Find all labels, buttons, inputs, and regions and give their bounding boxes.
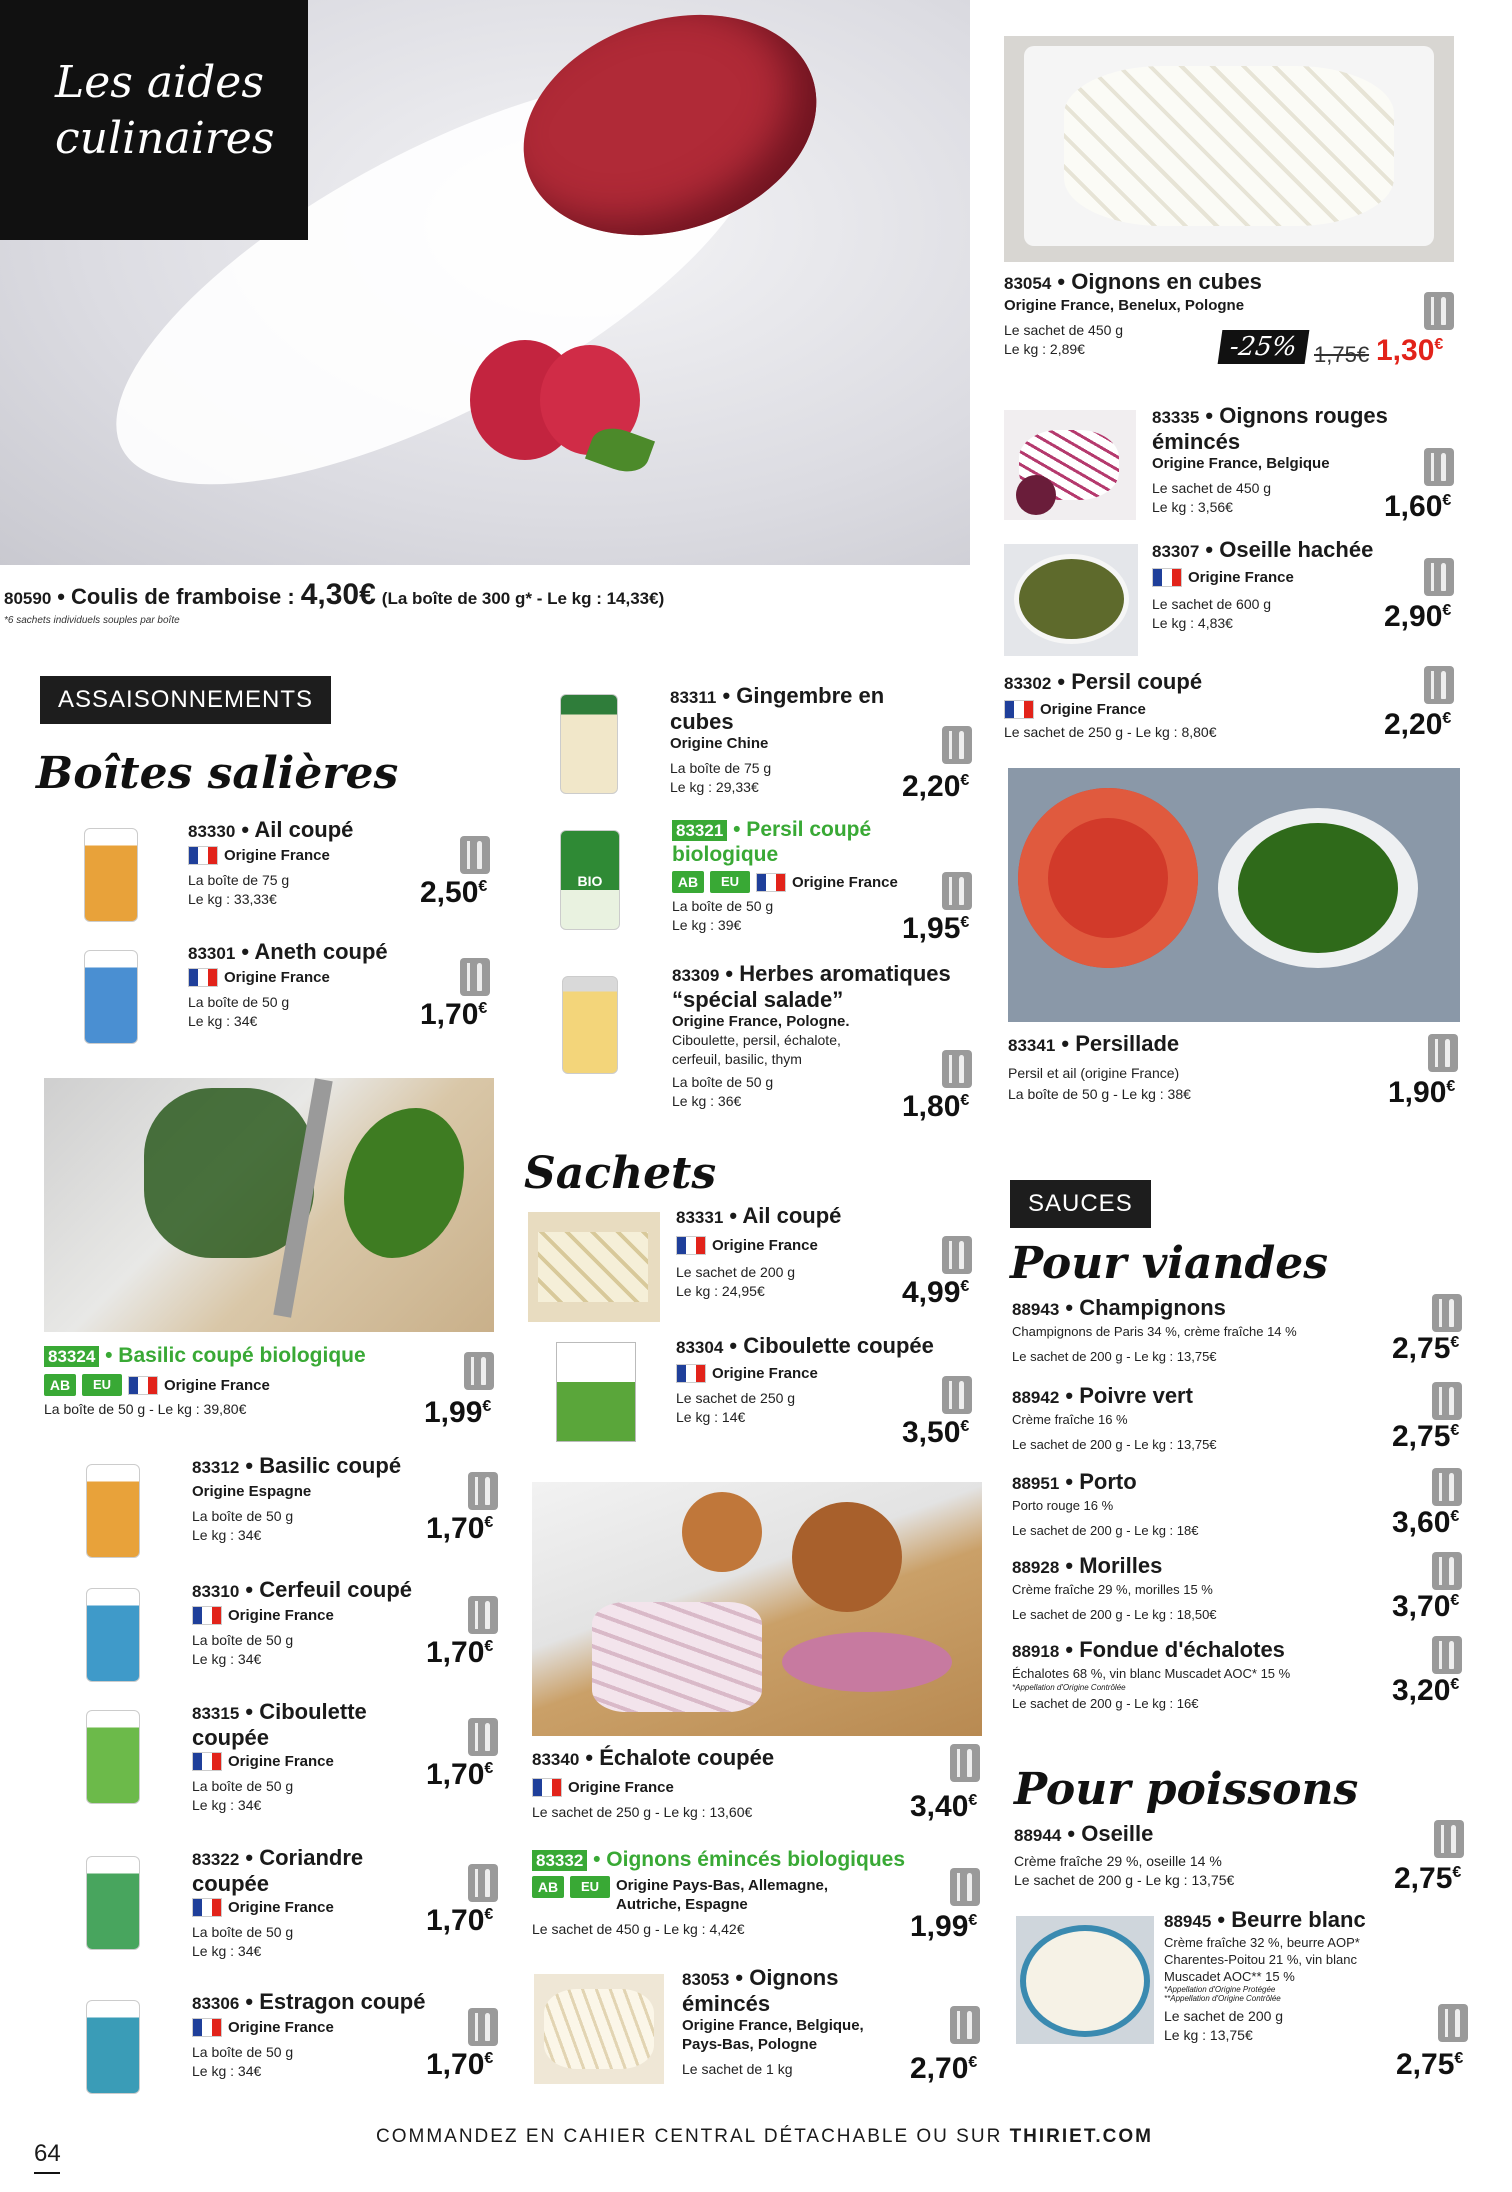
product-83312: 83312 • Basilic coupé Origine Espagne La boîte de 50 g Le kg : 34€ [192, 1454, 432, 1545]
price-83341: 1,90€ [1388, 1076, 1456, 1109]
product-name: Poivre vert [1079, 1383, 1193, 1408]
product-83330: 83330 • Ail coupé Origine France La boîte de 75 g Le kg : 33,33€ [188, 818, 428, 909]
product-detail-1: Le sachet de 450 g [1152, 480, 1272, 496]
onion-photo [534, 1974, 664, 2084]
product-name: Persillade [1075, 1031, 1180, 1056]
product-origin: Origine France [224, 847, 330, 864]
product-detail-1: Le sachet de 1 kg [682, 2061, 793, 2077]
cutlery-icon [1424, 448, 1454, 486]
coulis-line: 80590 • Coulis de framboise : 4,30€ (La boîte de 300 g* - Le kg : 14,33€) [4, 578, 665, 611]
product-origin: Origine France [224, 969, 330, 986]
product-88945: 88945 • Beurre blanc Crème fraîche 32 %, beurre AOP* Charentes-Poitou 21 %, vin blanc Muscadet AOC** 15 % *Appellation d'Origine Protégée **Appellation d'Origine Contrôlée Le sachet de 200 g Le kg : 13,75€ [1164, 1908, 1414, 2045]
product-code: 83301 [188, 944, 236, 963]
product-83340: 83340 • Échalote coupée Origine France Le sachet de 250 g - Le kg : 13,60€ [532, 1746, 952, 1822]
product-origin: Origine France [712, 1237, 818, 1254]
cutlery-icon [1432, 1636, 1462, 1674]
product-code: 83322 [192, 1850, 240, 1869]
product-detail-2: Le kg : 24,95€ [676, 1283, 765, 1299]
product-code: 83335 [1152, 408, 1200, 427]
footer-text: COMMANDEZ EN CAHIER CENTRAL DÉTACHABLE OU SUR THIRIET.COM [376, 2126, 1153, 2147]
product-note: *Appellation d'Origine Contrôlée [1012, 1683, 1126, 1692]
product-detail-1: Le sachet de 200 g - Le kg : 18,50€ [1012, 1607, 1217, 1622]
product-detail-1: Le sachet de 250 g [676, 1390, 796, 1406]
product-composition: Crème fraîche 29 %, morilles 15 % [1012, 1582, 1213, 1597]
product-name: Aneth coupé [254, 939, 388, 964]
product-name: Fondue d'échalotes [1079, 1637, 1285, 1662]
product-name: Morilles [1079, 1553, 1163, 1578]
product-origin: Origine France, Pologne. [672, 1013, 850, 1030]
price-83321: 1,95€ [902, 912, 970, 945]
product-detail-2: Le kg : 4,83€ [1152, 615, 1233, 631]
product-box-83306 [86, 2000, 140, 2094]
cutlery-icon [942, 1236, 972, 1274]
product-detail-1: La boîte de 50 g [192, 1632, 294, 1648]
price-83304: 3,50€ [902, 1416, 970, 1449]
coulis-name: Coulis de framboise : [70, 584, 295, 609]
product-name: Oignons en cubes [1071, 269, 1262, 294]
product-detail-1: La boîte de 50 g [192, 1508, 294, 1524]
product-name: Coriandre coupée [192, 1845, 364, 1896]
product-detail-1: La boîte de 50 g - Le kg : 38€ [1008, 1086, 1191, 1102]
france-flag-icon [192, 2018, 222, 2037]
product-name: • Persil coupé biologique [672, 818, 872, 866]
product-name: Oignons émincés [682, 1965, 839, 2016]
product-detail-1: Le sachet de 250 g - Le kg : 8,80€ [1004, 724, 1217, 740]
product-detail-2: Le kg : 34€ [192, 1651, 262, 1667]
product-name: Basilic coupé [259, 1453, 402, 1478]
product-83311: 83311 • Gingembre en cubes Origine Chine La boîte de 75 g Le kg : 29,33€ [670, 684, 950, 797]
product-detail-2: Le kg : 3,56€ [1152, 499, 1233, 515]
product-83309: 83309 • Herbes aromatiques “spécial salade” Origine France, Pologne. Ciboulette, persil, échalote, cerfeuil, basilic, thym La boîte de 50 g Le kg : 36€ [672, 962, 982, 1111]
heading-poissons: Pour poissons [1014, 1764, 1359, 1815]
product-detail-1: Le sachet de 200 g [676, 1264, 796, 1280]
product-origin: Origine Pays-Bas, Allemagne, Autriche, Espagne [616, 1877, 829, 1913]
price-83340: 3,40€ [910, 1790, 978, 1823]
product-name: Beurre blanc [1231, 1907, 1366, 1932]
price-88945: 2,75€ [1396, 2048, 1464, 2081]
cutlery-icon [942, 1050, 972, 1088]
cutlery-icon [1432, 1552, 1462, 1590]
product-code: 88951 [1012, 1474, 1060, 1493]
product-83302: 83302 • Persil coupé Origine France Le sachet de 250 g - Le kg : 8,80€ [1004, 670, 1384, 742]
product-composition: Persil et ail (origine France) [1008, 1065, 1180, 1081]
price-83054: 1,30€ [1376, 334, 1444, 367]
product-detail-1: Le sachet de 200 g - Le kg : 13,75€ [1014, 1872, 1235, 1888]
cutlery-icon [464, 1352, 494, 1390]
product-detail-1: La boîte de 50 g [672, 898, 774, 914]
cutlery-icon [1432, 1468, 1462, 1506]
ab-logo-icon: AB [44, 1374, 76, 1396]
eu-bio-leaf-icon: EU [570, 1876, 610, 1898]
product-name: Estragon coupé [259, 1989, 426, 2014]
price-83306: 1,70€ [426, 2048, 494, 2081]
product-box-83309 [562, 976, 618, 1074]
product-code: 83309 [672, 966, 720, 985]
cutlery-icon [1438, 2004, 1468, 2042]
product-88918: 88918 • Fondue d'échalotes Échalotes 68 %, vin blanc Muscadet AOC* 15 % *Appellation d'Origine Contrôlée Le sachet de 200 g - Le kg : 16€ [1012, 1638, 1392, 1713]
price-83310: 1,70€ [426, 1636, 494, 1669]
product-name: Ciboulette coupée [743, 1333, 934, 1358]
cutlery-icon [460, 836, 490, 874]
price-83302: 2,20€ [1384, 708, 1452, 741]
product-code: 83053 [682, 1970, 730, 1989]
cutlery-icon [1424, 666, 1454, 704]
product-name: Oseille [1081, 1821, 1154, 1846]
heading-sachets: Sachets [524, 1148, 717, 1199]
basil-photo [44, 1078, 494, 1332]
france-flag-icon [188, 846, 218, 865]
cutlery-icon [468, 1864, 498, 1902]
product-detail: La boîte de 50 g - Le kg : 39,80€ [44, 1401, 247, 1417]
cutlery-icon [468, 1718, 498, 1756]
product-code: 83324 [44, 1346, 99, 1367]
price-83315: 1,70€ [426, 1758, 494, 1791]
price-83335: 1,60€ [1384, 490, 1452, 523]
product-name: Ciboulette coupée [192, 1699, 367, 1750]
product-code: 83315 [192, 1704, 240, 1723]
product-detail-2: Le kg : 2,89€ [1004, 341, 1085, 357]
product-88944: 88944 • Oseille Crème fraîche 29 %, oseille 14 % Le sachet de 200 g - Le kg : 13,75€ [1014, 1822, 1394, 1890]
product-name: Ail coupé [742, 1203, 842, 1228]
product-88928: 88928 • Morilles Crème fraîche 29 %, morilles 15 % Le sachet de 200 g - Le kg : 18,50€ [1012, 1554, 1392, 1624]
price-88942: 2,75€ [1392, 1420, 1460, 1453]
page-number: 64 [34, 2140, 61, 2167]
coulis-price: 4,30€ [300, 578, 376, 611]
price-83311: 2,20€ [902, 770, 970, 803]
product-origin: Origine Espagne [192, 1483, 312, 1500]
product-83054: 83054 • Oignons en cubes Origine France, Benelux, Pologne Le sachet de 450 g Le kg : 2,89€ [1004, 270, 1304, 359]
product-detail-1: Le sachet de 250 g - Le kg : 13,60€ [532, 1804, 753, 1820]
product-code: 83054 [1004, 274, 1052, 293]
product-origin: Origine France [712, 1365, 818, 1382]
france-flag-icon [1152, 568, 1182, 587]
product-origin: Origine France [1188, 569, 1294, 586]
cutlery-icon [1428, 1034, 1458, 1072]
price-88944: 2,75€ [1394, 1862, 1462, 1895]
product-code: 83341 [1008, 1036, 1056, 1055]
section-sauces: SAUCES [1010, 1180, 1151, 1228]
discount-badge: -25% [1218, 330, 1309, 364]
cutlery-icon [1432, 1294, 1462, 1332]
product-83335: 83335 • Oignons rouges émincés Origine France, Belgique Le sachet de 450 g Le kg : 3,56€ [1152, 404, 1412, 517]
cutlery-icon [468, 1596, 498, 1634]
product-83307: 83307 • Oseille hachée Origine France Le sachet de 600 g Le kg : 4,83€ [1152, 538, 1412, 633]
cutlery-icon [950, 2006, 980, 2044]
product-detail-1: Le sachet de 200 g - Le kg : 13,75€ [1012, 1349, 1217, 1364]
product-code: 88943 [1012, 1300, 1060, 1319]
product-detail-2: Le kg : 34€ [192, 1943, 262, 1959]
product-83306: 83306 • Estragon coupé Origine France La boîte de 50 g Le kg : 34€ [192, 1990, 432, 2081]
coulis-note: *6 sachets individuels souples par boîte [4, 615, 180, 626]
product-detail-2: Le kg : 29,33€ [670, 779, 759, 795]
product-code: 83307 [1152, 542, 1200, 561]
eu-bio-leaf-icon: EU [710, 871, 750, 893]
product-88943: 88943 • Champignons Champignons de Paris 34 %, crème fraîche 14 % Le sachet de 200 g - Le kg : 13,75€ [1012, 1296, 1392, 1366]
product-detail-1: La boîte de 75 g [188, 872, 290, 888]
product-composition: Champignons de Paris 34 %, crème fraîche 14 % [1012, 1324, 1297, 1339]
product-code: 83302 [1004, 674, 1052, 693]
price-83332: 1,99€ [910, 1910, 978, 1943]
product-composition: Crème fraîche 32 %, beurre AOP* Charentes-Poitou 21 %, vin blanc Muscadet AOC** 15 % [1164, 1935, 1360, 1984]
cutlery-icon [942, 872, 972, 910]
product-box-83311 [560, 694, 618, 794]
france-flag-icon [532, 1778, 562, 1797]
heading-viandes: Pour viandes [1010, 1238, 1329, 1289]
product-detail-2: Le kg : 34€ [192, 2063, 262, 2079]
product-origin: Origine France, Benelux, Pologne [1004, 297, 1245, 314]
title-line2: culinaires [55, 113, 275, 164]
coulis-detail: (La boîte de 300 g* - Le kg : 14,33€) [381, 589, 665, 608]
price-83324: 1,99€ [424, 1396, 492, 1429]
product-83315: 83315 • Ciboulette coupée Origine France La boîte de 50 g Le kg : 34€ [192, 1700, 432, 1815]
sachet-83304 [556, 1342, 636, 1442]
product-origin: Origine France [228, 1607, 334, 1624]
product-detail-2: Le kg : 39€ [672, 917, 742, 933]
product-name: • Oignons émincés biologiques [593, 1848, 906, 1871]
product-code: 83311 [670, 688, 717, 707]
price-88928: 3,70€ [1392, 1590, 1460, 1623]
product-name: Persil coupé [1071, 669, 1203, 694]
product-name: Cerfeuil coupé [259, 1577, 413, 1602]
product-detail-2: Le kg : 33,33€ [188, 891, 277, 907]
footer-link[interactable]: THIRIET.COM [1009, 2126, 1153, 2147]
product-detail-2: Le kg : 13,75€ [1164, 2027, 1253, 2043]
product-origin: Origine Chine [670, 735, 769, 752]
persillade-photo [1008, 768, 1460, 1022]
product-box-83301 [84, 950, 138, 1044]
product-code: 88944 [1014, 1826, 1062, 1845]
product-code: 83332 [532, 1850, 587, 1871]
product-code: 88945 [1164, 1912, 1212, 1931]
product-origin: Origine France [568, 1779, 674, 1796]
product-code: 83312 [192, 1458, 240, 1477]
product-88951: 88951 • Porto Porto rouge 16 % Le sachet de 200 g - Le kg : 18€ [1012, 1470, 1392, 1540]
cutlery-icon [468, 1472, 498, 1510]
product-code: 83306 [192, 1994, 240, 2013]
product-name: Herbes aromatiques “spécial salade” [672, 961, 951, 1012]
france-flag-icon [1004, 700, 1034, 719]
product-box-83312 [86, 1464, 140, 1558]
product-box-83310 [86, 1588, 140, 1682]
product-origin: Origine France [228, 1753, 334, 1770]
product-83331: 83331 • Ail coupé Origine France Le sachet de 200 g Le kg : 24,95€ [676, 1204, 966, 1301]
cutlery-icon [1432, 1382, 1462, 1420]
france-flag-icon [192, 1898, 222, 1917]
product-box-83322 [86, 1856, 140, 1950]
product-name: Ail coupé [254, 817, 354, 842]
product-detail-1: Le sachet de 600 g [1152, 596, 1272, 612]
product-detail-1: Le sachet de 200 g - Le kg : 13,75€ [1012, 1437, 1217, 1452]
eu-bio-leaf-icon: EU [82, 1374, 122, 1396]
cutlery-icon [468, 2008, 498, 2046]
product-detail-2: Le kg : 34€ [192, 1527, 262, 1543]
price-88943: 2,75€ [1392, 1332, 1460, 1365]
product-composition: Échalotes 68 %, vin blanc Muscadet AOC* 15 % [1012, 1666, 1291, 1681]
france-flag-icon [188, 968, 218, 987]
price-88918: 3,20€ [1392, 1674, 1460, 1707]
product-83332 [532, 1848, 952, 1939]
product-origin: Origine France [228, 1899, 334, 1916]
coulis-code: 80590 [4, 589, 52, 608]
cutlery-icon [1424, 558, 1454, 596]
product-detail-1: Le sachet de 450 g [1004, 322, 1124, 338]
product-code: 88942 [1012, 1388, 1060, 1407]
product-origin: Origine France [228, 2019, 334, 2036]
product-code: 83310 [192, 1582, 240, 1601]
france-flag-icon [676, 1364, 706, 1383]
product-origin: Origine France, Belgique, Pays-Bas, Pologne [682, 2017, 864, 2053]
product-code: 83331 [676, 1208, 724, 1227]
product-name: Champignons [1079, 1295, 1226, 1320]
cutlery-icon [1434, 1820, 1464, 1858]
garlic-photo [528, 1212, 660, 1322]
price-83307: 2,90€ [1384, 600, 1452, 633]
product-83053: 83053 • Oignons émincés Origine France, Belgique, Pays-Bas, Pologne Le sachet de 1 kg [682, 1966, 882, 2079]
cutlery-icon [950, 1744, 980, 1782]
product-detail-2: Le kg : 34€ [192, 1797, 262, 1813]
ab-logo-icon: AB [672, 871, 704, 893]
product-code: 83321 [672, 820, 727, 841]
price-83330: 2,50€ [420, 876, 488, 909]
product-composition: Crème fraîche 29 %, oseille 14 % [1014, 1853, 1222, 1869]
product-detail-2: Le kg : 14€ [676, 1409, 746, 1425]
cutlery-icon [460, 958, 490, 996]
price-83309: 1,80€ [902, 1090, 970, 1123]
price-83053: 2,70€ [910, 2052, 978, 2085]
red-onion-photo [1004, 410, 1136, 520]
france-flag-icon [192, 1752, 222, 1771]
beurre-blanc-photo [1016, 1916, 1154, 2044]
product-origin: Origine France [792, 873, 898, 891]
product-detail-2: Le kg : 36€ [672, 1093, 742, 1109]
product-detail-1: La boîte de 50 g [192, 1778, 294, 1794]
price-83322: 1,70€ [426, 1904, 494, 1937]
price-88951: 3,60€ [1392, 1506, 1460, 1539]
product-origin: Origine France [1040, 701, 1146, 718]
cutlery-icon [942, 1376, 972, 1414]
title-line1: Les aides [55, 57, 264, 108]
price-83312: 1,70€ [426, 1512, 494, 1545]
france-flag-icon [192, 1606, 222, 1625]
shallot-photo [532, 1482, 982, 1736]
product-code: 83340 [532, 1750, 580, 1769]
product-origin: Origine France [164, 1376, 270, 1394]
product-box-83330 [84, 828, 138, 922]
product-83310: 83310 • Cerfeuil coupé Origine France La boîte de 50 g Le kg : 34€ [192, 1578, 432, 1669]
product-detail-1: Le sachet de 200 g [1164, 2008, 1284, 2024]
product-composition: Porto rouge 16 % [1012, 1498, 1114, 1513]
product-code: 88918 [1012, 1642, 1060, 1661]
product-name: Porto [1079, 1469, 1137, 1494]
france-flag-icon [676, 1236, 706, 1255]
product-name: Gingembre en cubes [670, 683, 885, 734]
product-detail-1: La boîte de 50 g [192, 1924, 294, 1940]
product-code: 83330 [188, 822, 236, 841]
onion-cubes-photo [1004, 36, 1454, 262]
product-detail-1: Le sachet de 200 g - Le kg : 18€ [1012, 1523, 1199, 1538]
product-code: 88928 [1012, 1558, 1060, 1577]
product-detail-1: Le sachet de 200 g - Le kg : 16€ [1012, 1696, 1199, 1711]
product-note-2: **Appellation d'Origine Contrôlée [1164, 1994, 1281, 2003]
product-detail-1: La boîte de 50 g [192, 2044, 294, 2060]
product-composition: Crème fraîche 16 % [1012, 1412, 1128, 1427]
france-flag-icon [128, 1376, 158, 1395]
ab-logo-icon: AB [532, 1876, 564, 1898]
product-83341: 83341 • Persillade Persil et ail (origine France) La boîte de 50 g - Le kg : 38€ [1008, 1032, 1368, 1104]
cutlery-icon [942, 726, 972, 764]
product-name: Échalote coupée [599, 1745, 775, 1770]
title-block [0, 0, 308, 240]
product-88942: 88942 • Poivre vert Crème fraîche 16 % Le sachet de 200 g - Le kg : 13,75€ [1012, 1384, 1392, 1454]
sorrel-photo [1004, 544, 1138, 656]
cutlery-icon [1424, 292, 1454, 330]
old-price: 1,75€ [1314, 342, 1370, 367]
section-assaisonnements: ASSAISONNEMENTS [40, 676, 331, 724]
product-origin: Origine France, Belgique [1152, 455, 1330, 472]
product-box-83315 [86, 1710, 140, 1804]
product-83301: 83301 • Aneth coupé Origine France La boîte de 50 g Le kg : 34€ [188, 940, 428, 1031]
product-detail-2: Le kg : 34€ [188, 1013, 258, 1029]
product-detail-1: La boîte de 50 g [188, 994, 290, 1010]
product-name: • Basilic coupé biologique [105, 1344, 366, 1367]
cutlery-icon [950, 1868, 980, 1906]
price-83301: 1,70€ [420, 998, 488, 1031]
product-code: 83304 [676, 1338, 724, 1357]
france-flag-icon [756, 873, 786, 892]
heading-boites: Boîtes salières [36, 748, 399, 799]
price-83331: 4,99€ [902, 1276, 970, 1309]
product-83304: 83304 • Ciboulette coupée Origine France Le sachet de 250 g Le kg : 14€ [676, 1334, 966, 1427]
bio-label: BIO [577, 873, 603, 889]
product-detail-1: La boîte de 75 g [670, 760, 772, 776]
product-name: Oignons rouges émincés [1152, 403, 1388, 454]
product-box-83321 [560, 830, 620, 930]
product-83322: 83322 • Coriandre coupée Origine France La boîte de 50 g Le kg : 34€ [192, 1846, 432, 1961]
product-detail-1: Le sachet de 450 g - Le kg : 4,42€ [532, 1921, 745, 1937]
product-note-1: *Appellation d'Origine Protégée [1164, 1985, 1276, 1994]
product-detail-1: La boîte de 50 g [672, 1074, 774, 1090]
product-name: Oseille hachée [1219, 537, 1374, 562]
product-composition: Ciboulette, persil, échalote, cerfeuil, basilic, thym [672, 1032, 841, 1067]
